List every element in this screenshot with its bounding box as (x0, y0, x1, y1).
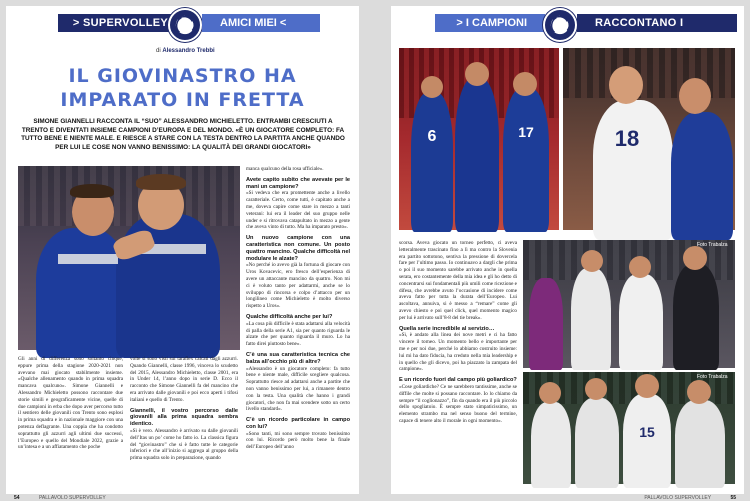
left-page-col-2: volte si sono visti sui taraflex calcati dagli azzurri. Quando Giannelli, classe 1996, vinceva lo scudetto del 2015, Alessandro Michieletto, classe 2001, era in Under 14, l’anno dopo in serie D. Ecco il racconto che Simone Giannelli fa del mancino che era arrivato dalle giovanili e poi ecco aperti i tifosi italiani e quello di Trento. Giannelli, il vostro percorso dalle giovanili alla prima squadra sembra identico. «Sì è vero. Alessandro è arrivato su dalle giovanili dell’Itas un po’ come ho fatto io. La classica figura del “giovinastro” che si è fatto tutte le categorie inferiori e che all’inizio si aggrega al gruppo della prima squadra solo in preparazione, quando (130, 356, 238, 462)
volleyball-logo-icon (168, 8, 202, 42)
left-page-col-3: manca qualcuno della rosa ufficiale». Avete capito subito che avevate per le mani un campione? «Si vedeva che era promettente anche a livello caratteriale. Certo, come tutti, è capitato anche a me, doveva capire come stare in mezzo a tanti veterani: lui era il leader del suo gruppo nelle under e si ritrovava catapultato in mezzo a gente che aveva vinto di tutto. Ma ha imparato presto». Un nuovo campione con una caratteristica non comune. Un posto quattro mancino. Qualche difficoltà nel modulare le alzate? «No perché io avevo già la fortuna di giocare con Uros Kovacevic, ero fresco dell’esperienza di avere un attaccante mancino da quattro. Non mi ci è voluto tanto per adattarmi, anche se lo sviluppo di rincorsa e colpo d’attacco per un longilineo come Michieletto è molto diverso rispetto a Uros». Qualche difficoltà anche per lui? «La cosa più difficile è stata adattarsi alla velocità di palla della serie A1, sia per quanto riguarda le alzate che per quanto riguarda il muro. Lo ha fatto direi piuttosto bene». C’è una sua caratteristica tecnica che balza all’occhio più di altre? «Alessandro è un giocatore completo: fa tutto bene e niente male, difficile scegliere qualcosa. Soprattutto riesce ad adattarsi anche a partite che non vanno benissimo per lui, a rimanere dentro con la testa. Una qualità che hanno i grandi giocatori, che non fa mai scendere sotto un certo livello standard». C’è un ricordo particolare in campo con lui? «Sono tanti, mi sono sempre trovato benissimo con lui. Ricordo però molto bene la finale dell’Europeo dell’anno (246, 166, 350, 451)
photo-credit: Foto Trabalza (697, 242, 728, 248)
michieletto-celebration-photo (563, 48, 735, 230)
jersey-number: 18 (614, 126, 640, 151)
itas-trentino-huddle-photo (523, 372, 735, 484)
subsection-label: RACCONTANO I CAMPIONI < (577, 14, 737, 32)
question: C’è un ricordo particolare in campo con lui? (246, 417, 350, 430)
question: E un ricordo fuori dal campo più goliardico? (399, 377, 517, 384)
itas-trentino-action-photo (523, 240, 735, 368)
byline: di Alessandro Trebbi (156, 48, 215, 54)
jersey-number: 15 (639, 424, 655, 440)
right-page-col-1: scorsa. Aveva giocato un torneo perfetto, ci aveva letteralmente trascinato fino a lì ma contro la Slovenia era partito sottotono, sentiva la pressione di dovercela fare per l’ultimo passo. Io continuavo a dargli che prima o poi il suo momento sarebbe arrivato anche in quella serata, ero costantemente della mia idea e gli ho detto di concentrarsi sui fondamentali più umili come ricezione e difesa, che avrebbe avuto l’occasione di incidere come aveva fatto per tutta la durata dell’Europeo. Lui ascoltava, annuiva, si è messo a “remare” come gli avevo chiesto e poi quel click, quel momento magico per lui è arrivato sull’8-8 del tie break». Quella serie incredibile al servizio… «Sì, è andato alla linea dei nove metri e ci ha fatto vincere il torneo. Un momento bello e importante per me e per noi due, perché lo abbiamo costruito insieme: lui mi ha dato fiducia, ha creduto nella mia leadership e in quello che gli dicevo, poi ha piazzato la zampata del campione». E un ricordo fuori dal campo più goliardico? «Cose goliardiche? Ce ne sarebbero tantissime, anche se diffile che molte si possano raccontare. Io lo chiamo da sempre “il coglionazzo”, fin da quando era il più piccolo dello spogliatoio. È sempre stato simpaticissimo, un elemento strambo ma nel senso buono del termine, capace di tenere alto il morale in ogni momento». (399, 240, 517, 424)
left-page (6, 6, 359, 501)
jersey-number: 6 (427, 128, 437, 145)
headline-line-1: IL GIOVINASTRO HA (68, 65, 297, 87)
folio: PALLAVOLO SUPERVOLLEY 55 (644, 495, 736, 501)
question: Avete capito subito che avevate per le mani un campione? (246, 176, 350, 190)
folio: 54 PALLAVOLO SUPERVOLLEY (14, 495, 106, 501)
question: Quella serie incredibile al servizio… (399, 325, 495, 332)
question: Qualche difficoltà anche per lui? (246, 313, 333, 320)
jersey-number: 17 (518, 124, 534, 140)
players-hug-photo (18, 166, 240, 350)
subsection-label: AMICI MIEI < (202, 14, 320, 32)
section-label: > I CAMPIONI (435, 14, 545, 32)
volleyball-logo-icon (543, 8, 577, 42)
italy-team-photo (399, 48, 559, 230)
question: Giannelli, il vostro percorso dalle giovanili alla prima squadra sembra identico. (130, 407, 238, 428)
right-page (391, 6, 744, 501)
section-label: > SUPERVOLLEY (58, 14, 188, 32)
question: C’è una sua caratteristica tecnica che balza all’occhio più di altre? (246, 351, 350, 365)
left-page-col-1: Gli anni di differenza sono soltanto cinque, eppure prima della stagione 2020-2021 non avevano mai giocato stabilmente insieme. «Qualche allenamento quando in prima squadra mancava qualcuno». Simone Giannelli e Alessandro Michieletto possono raccontare due storie simili e geograficamente vicine, quelle di due campioni in erba che dopo aver percorso tutto il sentiero delle giovanili con Trento sono esplosi in prima squadra e in nazionale maggiore con una potenza deflagrante. Una coppia che ha condotto soprattutto gli azzurri agli ultimi due successi, l’Europeo e quello del Mondiale 2022, grazie a un’intesa e a un affiatamento che poche (18, 356, 123, 451)
article-deck: SIMONE GIANNELLI RACCONTA IL “SUO” ALESSANDRO MICHIELETTO. ENTRAMBI CRESCIUTI A TRENTO E DIVENTATI INSIEME CAMPIONI D’EUROPA E DEL MONDO. «È UN GIOCATORE COMPLETO: FA TUTTO BENE E NIENTE MALE. E RIESCE A STARE CON LA TESTA DENTRO LA PARTITA ANCHE QUANDO PER LUI LE COSE NON VANNO BENISSIMO: LA QUALITÀ DEI GRANDI GIOCATORI» (21, 118, 345, 151)
headline-line-2: IMPARATO IN FRETTA (60, 89, 305, 111)
question: Un nuovo campione con una caratteristica non comune. Un posto quattro mancino. Qualche difficoltà nel modulare le alzate? (246, 235, 350, 262)
photo-credit: Foto Trabalza (697, 374, 728, 380)
